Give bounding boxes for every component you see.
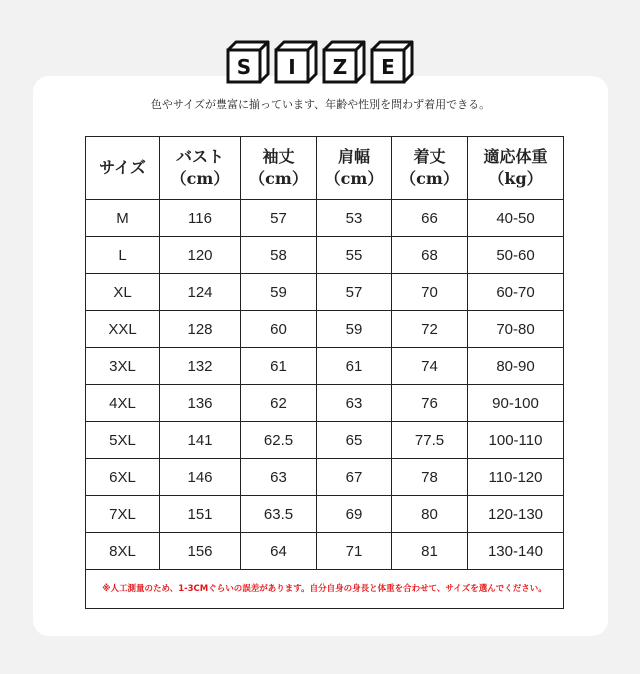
cell-shoulder: 63 (317, 385, 392, 422)
cell-shoulder: 55 (317, 237, 392, 274)
cell-sleeve: 59 (241, 274, 317, 311)
size-table (85, 136, 564, 609)
table-row (86, 311, 564, 348)
cell-bust: 136 (160, 385, 241, 422)
cell-length: 68 (392, 237, 468, 274)
cell-bust: 128 (160, 311, 241, 348)
header-size: サイズ (86, 137, 160, 200)
cell-shoulder: 53 (317, 200, 392, 237)
cell-weight: 40-50 (468, 200, 564, 237)
cell-size: L (86, 237, 160, 274)
cell-weight: 120-130 (468, 496, 564, 533)
cell-bust: 156 (160, 533, 241, 570)
header-weight: 適応体重 （kg） (468, 137, 564, 200)
header-row (86, 137, 564, 200)
cell-weight: 90-100 (468, 385, 564, 422)
cell-size: XXL (86, 311, 160, 348)
cell-sleeve: 62.5 (241, 422, 317, 459)
header-bust: バスト （cm） (160, 137, 241, 200)
cell-sleeve: 62 (241, 385, 317, 422)
cell-sleeve: 60 (241, 311, 317, 348)
cell-length: 72 (392, 311, 468, 348)
cell-bust: 116 (160, 200, 241, 237)
cell-shoulder: 61 (317, 348, 392, 385)
logo-box-i (276, 42, 316, 82)
size-logo (222, 36, 422, 86)
table-row (86, 459, 564, 496)
table-row (86, 496, 564, 533)
svg-text:E: E (381, 55, 395, 79)
cell-bust: 132 (160, 348, 241, 385)
svg-text:Z: Z (332, 55, 348, 79)
header-length: 着丈 （cm） (392, 137, 468, 200)
logo-box-e (372, 42, 412, 82)
cell-size: 5XL (86, 422, 160, 459)
cell-size: XL (86, 274, 160, 311)
cell-length: 81 (392, 533, 468, 570)
note-row (86, 570, 564, 609)
subtitle: 色やサイズが豊富に揃っています、年齢や性別を問わず着用できる。 (150, 98, 491, 111)
cell-shoulder: 57 (317, 274, 392, 311)
cell-size: 4XL (86, 385, 160, 422)
table-row (86, 237, 564, 274)
cell-weight: 110-120 (468, 459, 564, 496)
cell-length: 80 (392, 496, 468, 533)
cell-length: 78 (392, 459, 468, 496)
cell-length: 66 (392, 200, 468, 237)
cell-size: M (86, 200, 160, 237)
cell-sleeve: 58 (241, 237, 317, 274)
cell-length: 76 (392, 385, 468, 422)
cell-size: 6XL (86, 459, 160, 496)
table-row (86, 533, 564, 570)
cell-sleeve: 63.5 (241, 496, 317, 533)
cell-length: 74 (392, 348, 468, 385)
table-row (86, 348, 564, 385)
cell-weight: 100-110 (468, 422, 564, 459)
cell-sleeve: 57 (241, 200, 317, 237)
cell-size: 8XL (86, 533, 160, 570)
cell-sleeve: 61 (241, 348, 317, 385)
svg-text:S: S (236, 55, 252, 79)
table-row (86, 422, 564, 459)
cell-size: 7XL (86, 496, 160, 533)
cell-weight: 80-90 (468, 348, 564, 385)
cell-shoulder: 59 (317, 311, 392, 348)
cell-bust: 146 (160, 459, 241, 496)
cell-shoulder: 71 (317, 533, 392, 570)
cell-weight: 70-80 (468, 311, 564, 348)
cell-bust: 120 (160, 237, 241, 274)
cell-weight: 130-140 (468, 533, 564, 570)
header-sleeve: 袖丈 （cm） (241, 137, 317, 200)
table-row (86, 385, 564, 422)
cell-weight: 60-70 (468, 274, 564, 311)
table-row (86, 274, 564, 311)
cell-sleeve: 63 (241, 459, 317, 496)
cell-shoulder: 65 (317, 422, 392, 459)
logo-box-s (228, 42, 268, 82)
cell-bust: 141 (160, 422, 241, 459)
svg-text:I: I (288, 55, 296, 79)
cell-bust: 151 (160, 496, 241, 533)
measurement-note: ※人工測量のため、1-3CMぐらいの誤差があります。自分自身の身長と体重を合わせて、サイズを選んでください。 (86, 570, 564, 609)
logo-box-z (324, 42, 364, 82)
cell-shoulder: 67 (317, 459, 392, 496)
table-row (86, 200, 564, 237)
cell-sleeve: 64 (241, 533, 317, 570)
cell-shoulder: 69 (317, 496, 392, 533)
cell-length: 77.5 (392, 422, 468, 459)
cell-weight: 50-60 (468, 237, 564, 274)
cell-size: 3XL (86, 348, 160, 385)
cell-bust: 124 (160, 274, 241, 311)
header-shoulder: 肩幅 （cm） (317, 137, 392, 200)
cell-length: 70 (392, 274, 468, 311)
